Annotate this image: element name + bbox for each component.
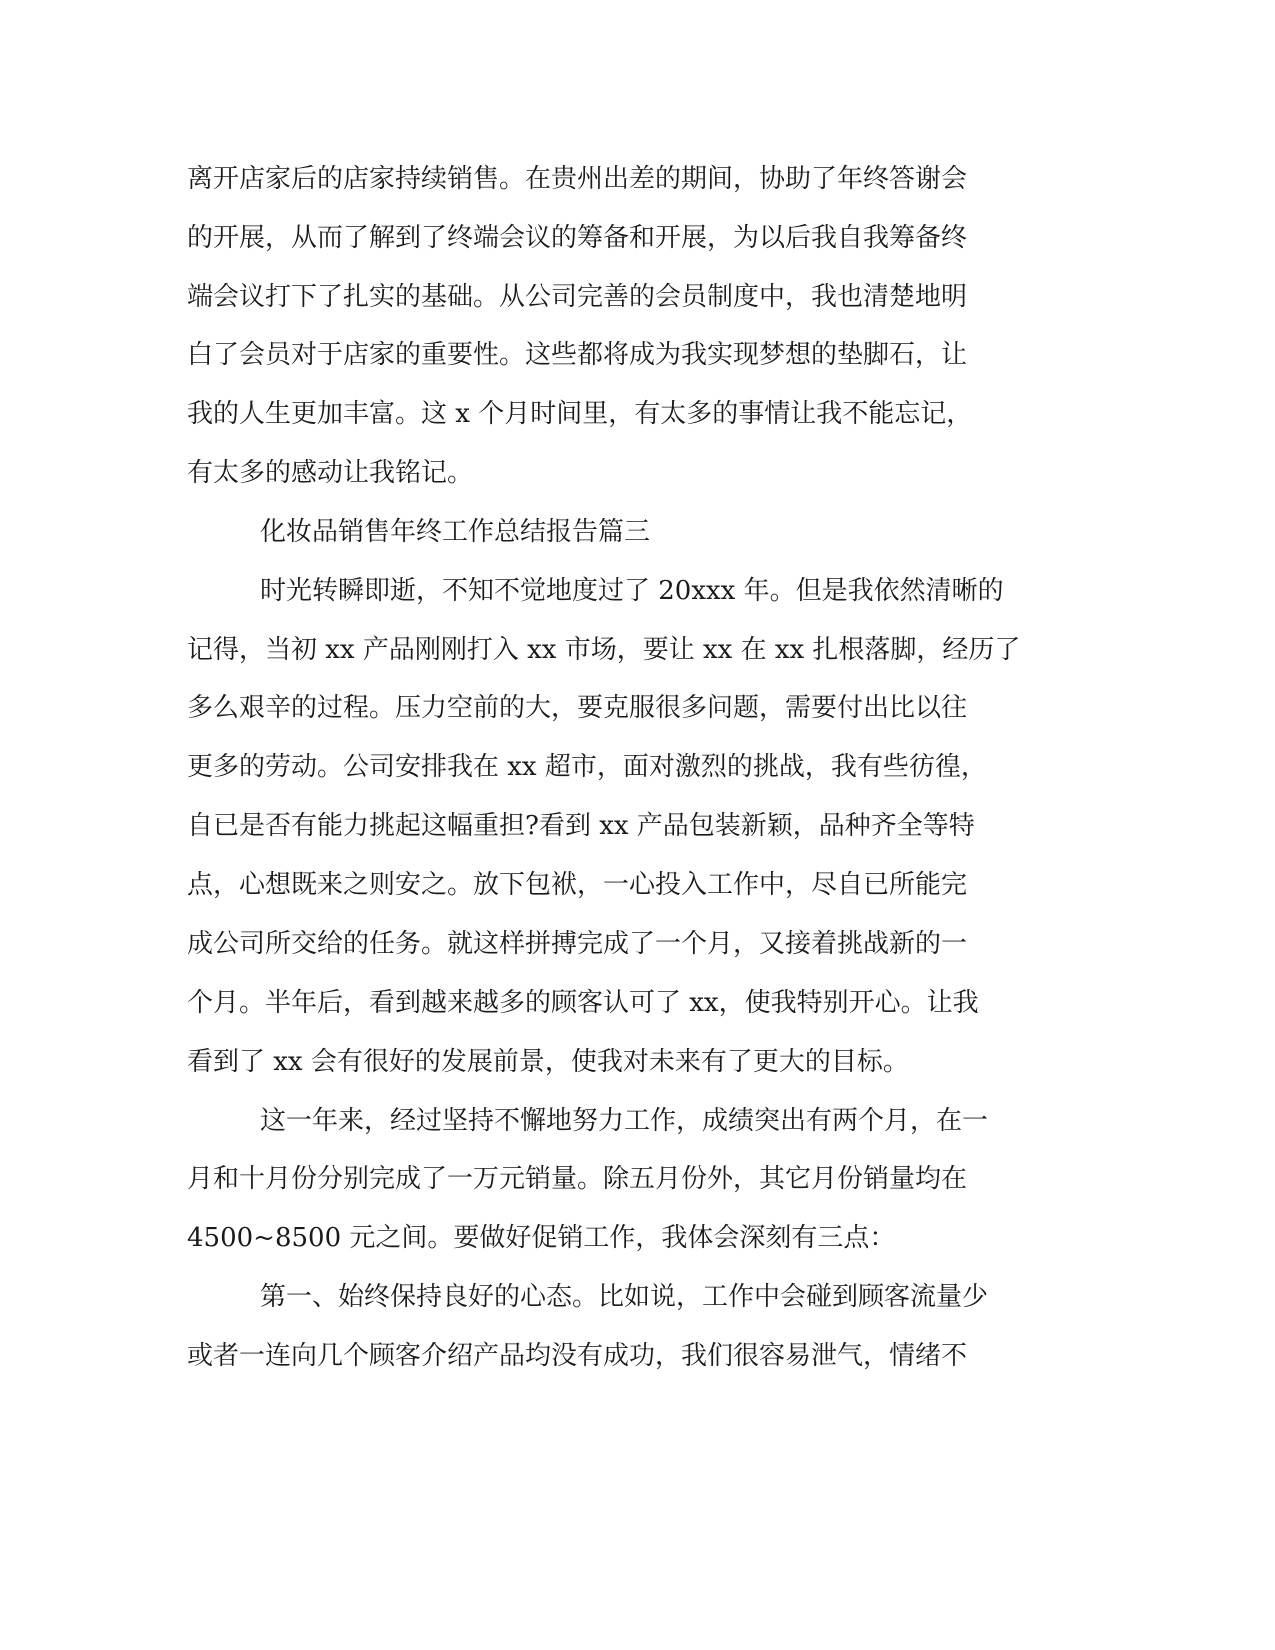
body-text-line: 个月。半年后，看到越来越多的顾客认可了 xx，使我特别开心。让我 — [187, 988, 979, 1018]
body-text-line: 点，心想既来之则安之。放下包袱，一心投入工作中，尽自已所能完 — [187, 870, 968, 900]
body-text-line: 端会议打下了扎实的基础。从公司完善的会员制度中，我也清楚地明 — [187, 282, 968, 312]
body-text-line: 自已是否有能力挑起这幅重担?看到 xx 产品包装新颖，品种齐全等特 — [187, 811, 975, 841]
body-text-line: 多么艰辛的过程。压力空前的大，要克服很多问题，需要付出比以往 — [187, 693, 968, 723]
body-text-line: 离开店家后的店家持续销售。在贵州出差的期间，协助了年终答谢会 — [187, 164, 968, 194]
body-text-line: 月和十月份分别完成了一万元销量。除五月份外，其它月份销量均在 — [187, 1164, 968, 1194]
body-text-line: 这一年来，经过坚持不懈地努力工作，成绩突出有两个月，在一 — [260, 1106, 989, 1136]
body-text-line: 时光转瞬即逝，不知不觉地度过了 20xxx 年。但是我依然清晰的 — [260, 576, 1004, 606]
body-text-line: 看到了 xx 会有很好的发展前景，使我对未来有了更大的目标。 — [187, 1047, 909, 1077]
section-heading: 化妆品销售年终工作总结报告篇三 — [260, 517, 651, 547]
body-text-line: 或者一连向几个顾客介绍产品均没有成功，我们很容易泄气，情绪不 — [187, 1341, 968, 1371]
body-text-line: 第一、始终保持良好的心态。比如说，工作中会碰到顾客流量少 — [260, 1282, 989, 1312]
body-text-line: 记得，当初 xx 产品刚刚打入 xx 市场，要让 xx 在 xx 扎根落脚，经历了 — [187, 635, 1021, 665]
body-text-line: 我的人生更加丰富。这 x 个月时间里，有太多的事情让我不能忘记， — [187, 399, 973, 429]
body-text-line: 更多的劳动。公司安排我在 xx 超市，面对激烈的挑战，我有些彷徨， — [187, 752, 987, 782]
body-text-line: 4500~8500 元之间。要做好促销工作，我体会深刻有三点： — [187, 1223, 896, 1253]
body-text-line: 有太多的感动让我铭记。 — [187, 458, 474, 488]
body-text-line: 白了会员对于店家的重要性。这些都将成为我实现梦想的垫脚石，让 — [187, 340, 968, 370]
body-text-line: 成公司所交给的任务。就这样拼搏完成了一个月，又接着挑战新的一 — [187, 929, 968, 959]
body-text-line: 的开展，从而了解到了终端会议的筹备和开展，为以后我自我筹备终 — [187, 223, 968, 253]
